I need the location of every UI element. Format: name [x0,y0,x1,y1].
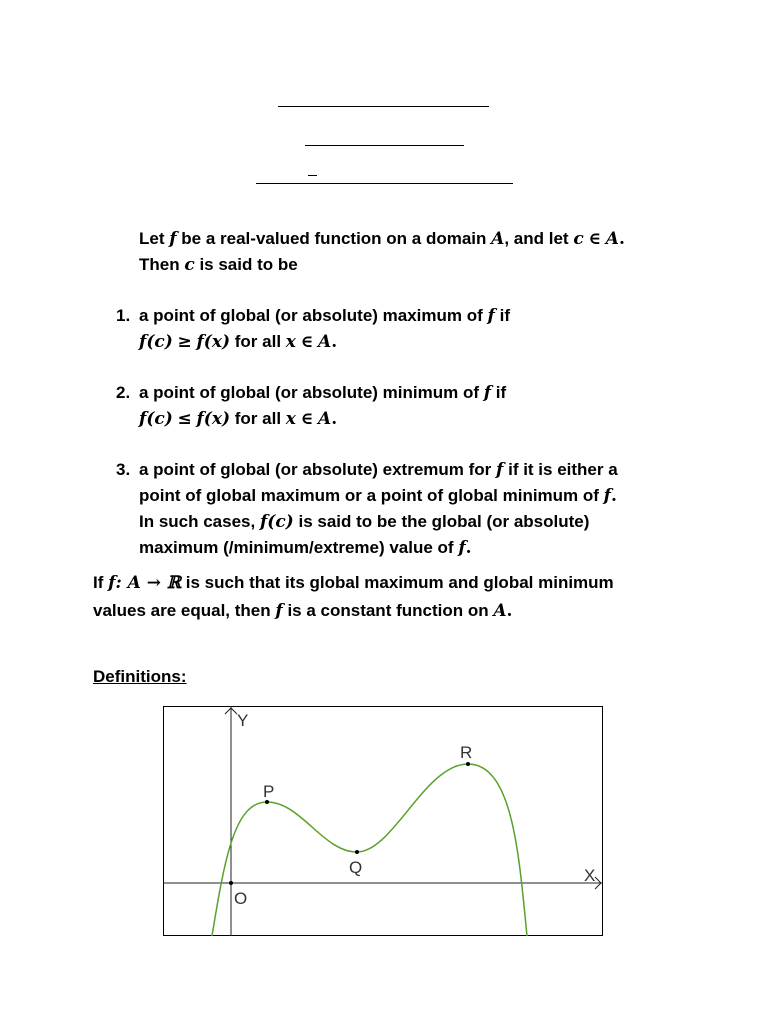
item-1-text: a point of global (or absolute) maximum of f if f(c) ≥ f(x) for all x ∈ A. [139,306,510,352]
item-3-number: 3. [116,460,131,479]
point-r-dot [466,762,470,766]
item-1-number: 1. [116,306,131,325]
point-q-label: Q [349,858,363,877]
item-2-text: a point of global (or absolute) minimum of f if f(c) ≤ f(x) for all x ∈ A. [139,383,507,429]
item-2-number: 2. [116,383,131,402]
point-p-label: P [263,782,275,801]
title-rule-3 [256,183,513,184]
origin-label: O [234,889,248,908]
extrema-graph [163,706,603,936]
intro-paragraph: Let f be a real-valued function on a domain A, and let c ∈ A. Then c is said to be [139,229,625,275]
origin-dot [229,881,233,885]
title-rule-2 [305,145,464,146]
y-axis-label: Y [237,711,249,730]
point-r-label: R [460,743,473,762]
definitions-heading: Definitions: [93,667,187,686]
item-3-text: a point of global (or absolute) extremum for f if it is either a point of global maximum or a point of global minimum of f. In such cases, f(c) is said to be the global (or absolute) maximum (/minimum/extreme) value of f. [139,460,618,558]
remark-paragraph: If f: A → ℝ is such that its global maximum and global minimum values are equal, then f is a constant function on A. [93,573,614,621]
title-dash [308,175,317,176]
x-axis-label: X [584,866,596,885]
graph-frame [164,707,603,936]
point-q-dot [355,850,359,854]
title-rule-1 [278,106,489,107]
